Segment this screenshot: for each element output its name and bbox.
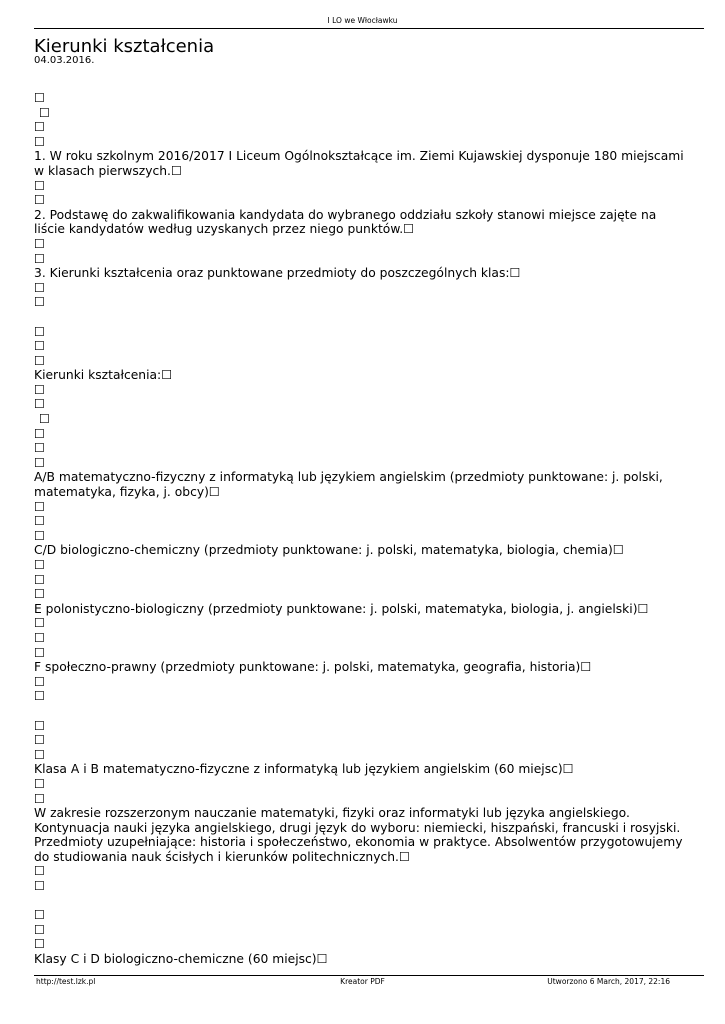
- running-header: I LO we Włocławku: [327, 16, 398, 25]
- box-placeholder: ☐: [34, 791, 46, 806]
- box-placeholder: ☐: [34, 397, 46, 412]
- box-placeholder: ☐: [34, 295, 46, 310]
- box-placeholder: ☐: [34, 324, 46, 339]
- box-placeholder: ☐: [34, 280, 46, 295]
- box-placeholder: ☐: [34, 134, 46, 149]
- document-body: [34, 91, 686, 967]
- box-placeholder: ☐: [34, 587, 46, 602]
- page-title: Kierunki kształcenia: [34, 36, 215, 57]
- box-placeholder: ☐: [34, 91, 46, 105]
- box-placeholder: ☐: [34, 733, 46, 748]
- box-placeholder: ☐: [39, 412, 51, 427]
- klasa-ab-description: W zakresie rozszerzonym nauczanie matematyki, fizyki oraz informatyki lub języka angielskiego. Kontynuacja nauki języka angielskiego, drugi język do wyboru: niemiecki, hiszpański, francuski i rosyjski. Przedmioty uzupełniające: historia i społeczeństwo, ekonomia w praktyce. Absolwentów przygotowujemy do studiowania nauk ścisłych i kierunków politechnicznych.☐: [34, 806, 683, 864]
- box-placeholder: ☐: [34, 776, 46, 791]
- paragraph-1: 1. W roku szkolnym 2016/2017 I Liceum Ogólnokształcące im. Ziemi Kujawskiej dysponuje 180 miejscami w klasach pierwszych.☐: [34, 149, 684, 178]
- kierunek-cd: C/D biologiczno-chemiczny (przedmioty punktowane: j. polski, matematyka, biologia, chemia)☐: [34, 543, 624, 558]
- footer-url[interactable]: http://test.lzk.pl: [36, 977, 96, 986]
- kierunek-f: F społeczno-prawny (przedmioty punktowane: j. polski, matematyka, geografia, historia)☐: [34, 660, 592, 675]
- box-placeholder: ☐: [34, 251, 46, 266]
- box-placeholder: ☐: [34, 922, 46, 937]
- box-placeholder: ☐: [34, 718, 46, 733]
- spacer: [34, 310, 686, 325]
- box-placeholder: ☐: [34, 455, 46, 470]
- klasa-ab-heading: Klasa A i B matematyczno-fizyczne z informatyką lub językiem angielskim (60 miejsc)☐: [34, 762, 574, 777]
- footer-rule: [34, 975, 704, 976]
- box-placeholder: ☐: [34, 441, 46, 456]
- box-placeholder: ☐: [34, 630, 46, 645]
- box-placeholder: ☐: [34, 339, 46, 354]
- box-placeholder: ☐: [34, 426, 46, 441]
- paragraph-2: 2. Podstawę do zakwalifikowania kandydata do wybranego oddziału szkoły stanowi miejsce zajęte na liście kandydatów według uzyskanych przez niego punktów.☐: [34, 207, 657, 237]
- box-placeholder: ☐: [34, 499, 46, 514]
- box-placeholder: ☐: [34, 937, 46, 952]
- box-placeholder: ☐: [34, 558, 46, 572]
- box-placeholder: ☐: [34, 514, 46, 529]
- box-placeholder: ☐: [34, 120, 46, 135]
- box-placeholder: ☐: [34, 528, 46, 543]
- box-placeholder: ☐: [34, 616, 46, 631]
- spacer: [34, 894, 686, 909]
- box-placeholder: ☐: [34, 572, 46, 587]
- footer-generator: Kreator PDF: [340, 977, 385, 986]
- header-rule: [34, 28, 704, 29]
- spacer: [34, 704, 686, 719]
- publish-date: 04.03.2016.: [34, 55, 95, 66]
- kierunek-ab: A/B matematyczno-fizyczny z informatyką lub językiem angielskim (przedmioty punktowane: j. polski, matematyka, fizyka, j. obcy)☐: [34, 470, 663, 500]
- kierunek-e: E polonistyczno-biologiczny (przedmioty punktowane: j. polski, matematyka, biologia, j. angielski)☐: [34, 601, 649, 616]
- box-placeholder: ☐: [34, 747, 46, 762]
- box-placeholder: ☐: [34, 864, 46, 879]
- footer-created: Utworzono 6 March, 2017, 22:16: [547, 977, 670, 986]
- box-placeholder: ☐: [34, 689, 46, 704]
- box-placeholder: ☐: [34, 879, 46, 894]
- box-placeholder: ☐: [34, 193, 46, 208]
- klasa-cd-heading: Klasy C i D biologiczno-chemiczne (60 miejsc)☐: [34, 952, 328, 967]
- box-placeholder: ☐: [34, 236, 46, 251]
- box-placeholder: ☐: [34, 178, 46, 193]
- box-placeholder: ☐: [34, 674, 46, 689]
- box-placeholder: ☐: [34, 382, 46, 397]
- box-placeholder: ☐: [34, 645, 46, 660]
- box-placeholder: ☐: [34, 908, 46, 923]
- box-placeholder: ☐: [34, 353, 46, 368]
- paragraph-3: 3. Kierunki kształcenia oraz punktowane przedmioty do poszczególnych klas:☐: [34, 266, 521, 281]
- kierunki-heading: Kierunki kształcenia:☐: [34, 368, 173, 383]
- box-placeholder: ☐: [39, 105, 51, 120]
